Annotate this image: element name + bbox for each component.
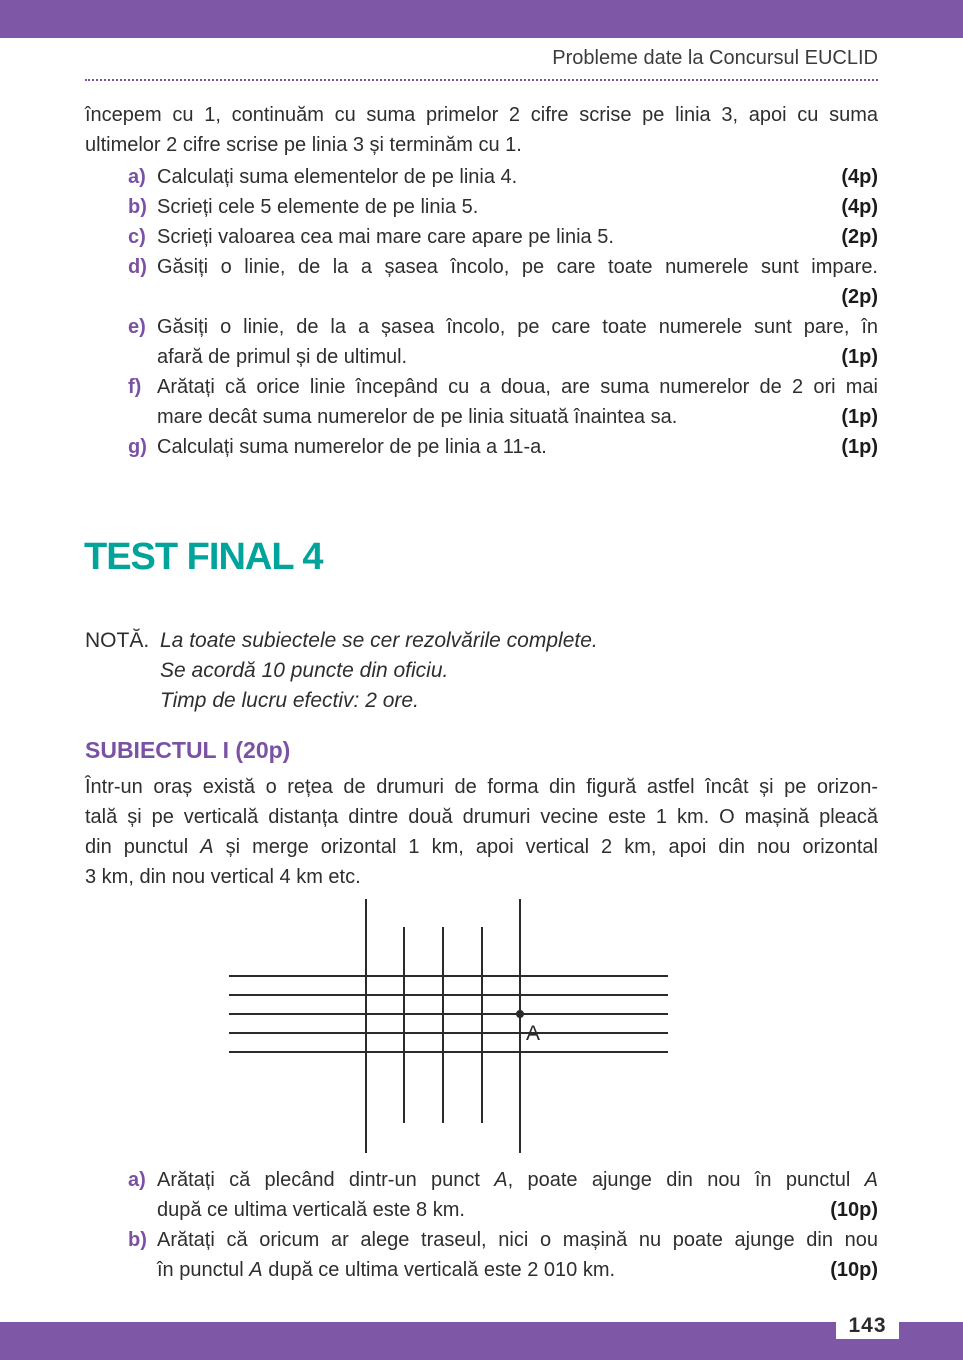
item-marker: c) bbox=[128, 226, 146, 248]
item-marker: e) bbox=[128, 316, 146, 338]
item-text: Găsiți o linie, de la a șasea încolo, pe care toate numerele sunt impare. bbox=[157, 256, 878, 278]
section-title: TEST FINAL 4 bbox=[84, 536, 323, 578]
item-text: Calculați suma numerelor de pe linia a 11-a. bbox=[157, 436, 547, 458]
item-points: (4p) bbox=[841, 166, 878, 188]
item-text: Arătați că oricum ar alege traseul, nici o mașină nu poate ajunge din nou bbox=[157, 1229, 878, 1251]
paragraph-line: 3 km, din nou vertical 4 km etc. bbox=[85, 866, 361, 888]
item-points: (1p) bbox=[841, 436, 878, 458]
list-item-e bbox=[85, 312, 878, 372]
list-item-a bbox=[85, 162, 878, 192]
paragraph-line: Într-un oraș există o rețea de drumuri de forma din figură astfel încât și pe orizon- bbox=[85, 776, 878, 798]
item-points: (1p) bbox=[841, 346, 878, 368]
item-marker: g) bbox=[128, 436, 147, 458]
road-grid-figure bbox=[0, 885, 963, 1170]
item-text: Scrieți valoarea cea mai mare care apare pe linia 5. bbox=[157, 226, 614, 248]
intro-line-1: începem cu 1, continuăm cu suma primelor 2 cifre scrise pe linia 3, apoi cu suma bbox=[85, 104, 878, 126]
item-text: după ce ultima verticală este 8 km. bbox=[157, 1199, 465, 1221]
item-points: (10p) bbox=[830, 1199, 878, 1221]
item-marker: d) bbox=[128, 256, 147, 278]
nota-label: NOTĂ. bbox=[85, 629, 150, 652]
list-item-b bbox=[85, 192, 878, 222]
list-item-c bbox=[85, 222, 878, 252]
math-var-A: A bbox=[200, 836, 214, 858]
list-item-b bbox=[85, 1225, 878, 1285]
intro-paragraph bbox=[85, 100, 878, 160]
running-header: Probleme date la Concursul EUCLID bbox=[552, 47, 878, 69]
item-text: Arătați că orice linie începând cu a doua, are suma numerelor de 2 ori mai bbox=[157, 376, 878, 398]
item-marker: f) bbox=[128, 376, 142, 398]
item-text: afară de primul și de ultimul. bbox=[157, 346, 408, 368]
item-marker: b) bbox=[128, 196, 147, 218]
paragraph-line: tală și pe verticală distanța dintre două drumuri vecine este 1 km. O mașină pleacă bbox=[85, 806, 878, 828]
paragraph-line: din punctul A și merge orizontal 1 km, apoi vertical 2 km, apoi din nou orizontal bbox=[85, 836, 879, 858]
item-points: (2p) bbox=[841, 286, 878, 308]
top-purple-band bbox=[0, 0, 963, 38]
item-points: (10p) bbox=[830, 1259, 878, 1281]
list-item-d bbox=[85, 252, 878, 312]
nota-block bbox=[85, 626, 878, 716]
item-text: Găsiți o linie, de la a șasea încolo, pe care toate numerele sunt pare, în bbox=[157, 316, 878, 338]
nota-line-3: Timp de lucru efectiv: 2 ore. bbox=[160, 689, 419, 712]
math-var-A: A bbox=[494, 1169, 508, 1191]
problem-list bbox=[85, 162, 878, 462]
subject-questions bbox=[85, 1165, 878, 1285]
item-marker: b) bbox=[128, 1229, 147, 1251]
svg-text:A: A bbox=[526, 1022, 541, 1045]
subject-paragraph bbox=[85, 772, 878, 892]
item-points: (1p) bbox=[841, 406, 878, 428]
list-item-a bbox=[85, 1165, 878, 1225]
item-text: Arătați că plecând dintr-un punct A, poate ajunge din nou în punctul A bbox=[157, 1169, 878, 1191]
item-text: mare decât suma numerelor de pe linia situată înaintea sa. bbox=[157, 406, 678, 428]
item-text: în punctul A după ce ultima verticală este 2 010 km. bbox=[157, 1259, 616, 1281]
subject-heading: SUBIECTUL I (20p) bbox=[85, 737, 291, 763]
item-marker: a) bbox=[128, 166, 146, 188]
list-item-g bbox=[85, 432, 878, 462]
page-number: 143 bbox=[848, 1314, 887, 1337]
nota-line-1: La toate subiectele se cer rezolvările complete. bbox=[160, 629, 598, 652]
nota-line-2: Se acordă 10 puncte din oficiu. bbox=[160, 659, 449, 682]
item-text: Calculați suma elementelor de pe linia 4. bbox=[157, 166, 518, 188]
item-points: (2p) bbox=[841, 226, 878, 248]
list-item-f bbox=[85, 372, 878, 432]
item-points: (4p) bbox=[841, 196, 878, 218]
math-var-A: A bbox=[249, 1259, 263, 1281]
bottom-purple-band bbox=[0, 1322, 963, 1360]
item-text: Scrieți cele 5 elemente de pe linia 5. bbox=[157, 196, 479, 218]
math-var-A: A bbox=[864, 1169, 878, 1191]
intro-line-2: ultimelor 2 cifre scrise pe linia 3 și terminăm cu 1. bbox=[85, 134, 522, 156]
dotted-divider bbox=[85, 79, 878, 81]
item-marker: a) bbox=[128, 1169, 146, 1191]
